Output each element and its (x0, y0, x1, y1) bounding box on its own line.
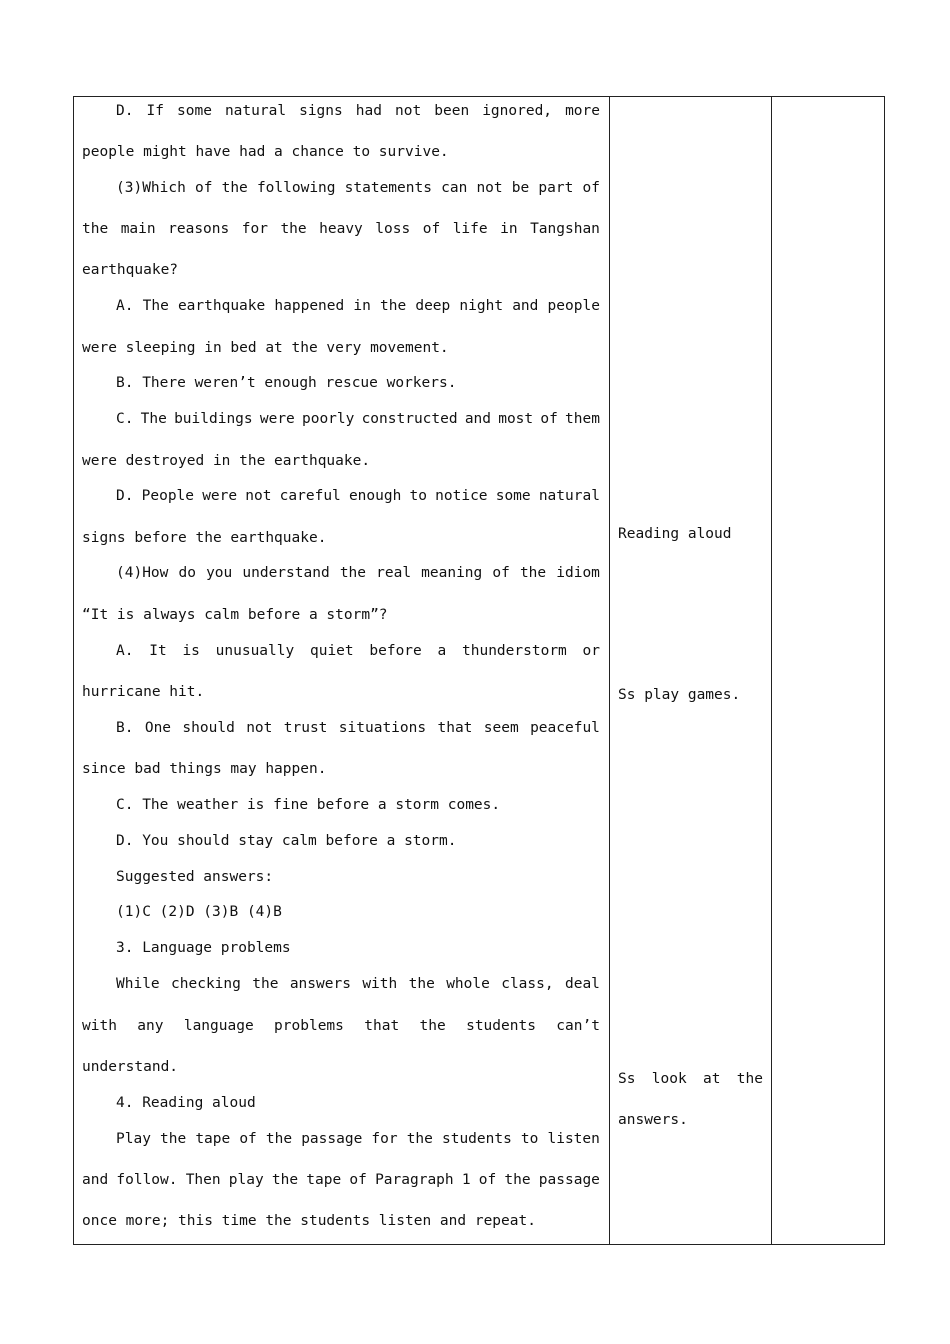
option-d2-line: D. You should stay calm before a storm. (116, 833, 457, 849)
question-4-line-1: (4)How do you understand the real meaning of the idiom (116, 565, 600, 581)
question-3-line-2: the main reasons for the heavy loss of life in Tangshan (82, 221, 600, 237)
option-b-line: B. There weren’t enough rescue workers. (116, 375, 457, 391)
option-d-line-2b: signs before the earthquake. (82, 530, 327, 546)
reading-aloud-line-3: once more; this time the students listen and repeat. (82, 1213, 536, 1229)
language-problems-line-2: with any language problems that the students can’t (82, 1018, 600, 1034)
reading-aloud-heading: 4. Reading aloud (116, 1095, 256, 1111)
option-a-line-2: were sleeping in bed at the very movement. (82, 340, 449, 356)
option-c2-line: C. The weather is fine before a storm comes. (116, 797, 501, 813)
question-3-line-1: (3)Which of the following statements can not be part of (116, 180, 600, 196)
column-divider (771, 97, 772, 1244)
option-d-line-1: D. If some natural signs had not been ignored, more (116, 103, 600, 119)
option-b2-line-2: since bad things may happen. (82, 761, 327, 777)
option-a2-line-1: A. It is unusually quiet before a thunderstorm or (116, 643, 600, 659)
question-4-line-2: “It is always calm before a storm”? (82, 607, 388, 623)
language-problems-line-3: understand. (82, 1059, 179, 1075)
suggested-answers-heading: Suggested answers: (116, 869, 274, 885)
option-d-line-2: people might have had a chance to survive. (82, 144, 449, 160)
lesson-plan-table (73, 96, 885, 1245)
activity-play-games: Ss play games. (618, 687, 741, 703)
reading-aloud-line-1: Play the tape of the passage for the students to listen (116, 1131, 600, 1147)
language-problems-line-1: While checking the answers with the whole class, deal (116, 976, 600, 992)
question-3-line-3: earthquake? (82, 262, 179, 278)
option-c-line-2: were destroyed in the earthquake. (82, 453, 371, 469)
language-problems-heading: 3. Language problems (116, 940, 291, 956)
option-a-line-1: A. The earthquake happened in the deep night and people (116, 298, 600, 314)
option-b2-line-1: B. One should not trust situations that seem peaceful (116, 720, 600, 736)
activity-look-answers-line-2: answers. (618, 1112, 688, 1128)
suggested-answers-values: (1)C (2)D (3)B (4)B (116, 904, 282, 920)
column-divider (609, 97, 610, 1244)
option-a2-line-2: hurricane hit. (82, 684, 205, 700)
option-d-line-1b: D. People were not careful enough to notice some natural (116, 488, 600, 504)
reading-aloud-line-2: and follow. Then play the tape of Paragraph 1 of the passage (82, 1172, 600, 1188)
activity-reading-aloud: Reading aloud (618, 526, 732, 542)
option-c-line-1: C. The buildings were poorly constructed and most of them (116, 411, 600, 427)
activity-look-answers-line-1: Ss look at the (618, 1071, 763, 1087)
